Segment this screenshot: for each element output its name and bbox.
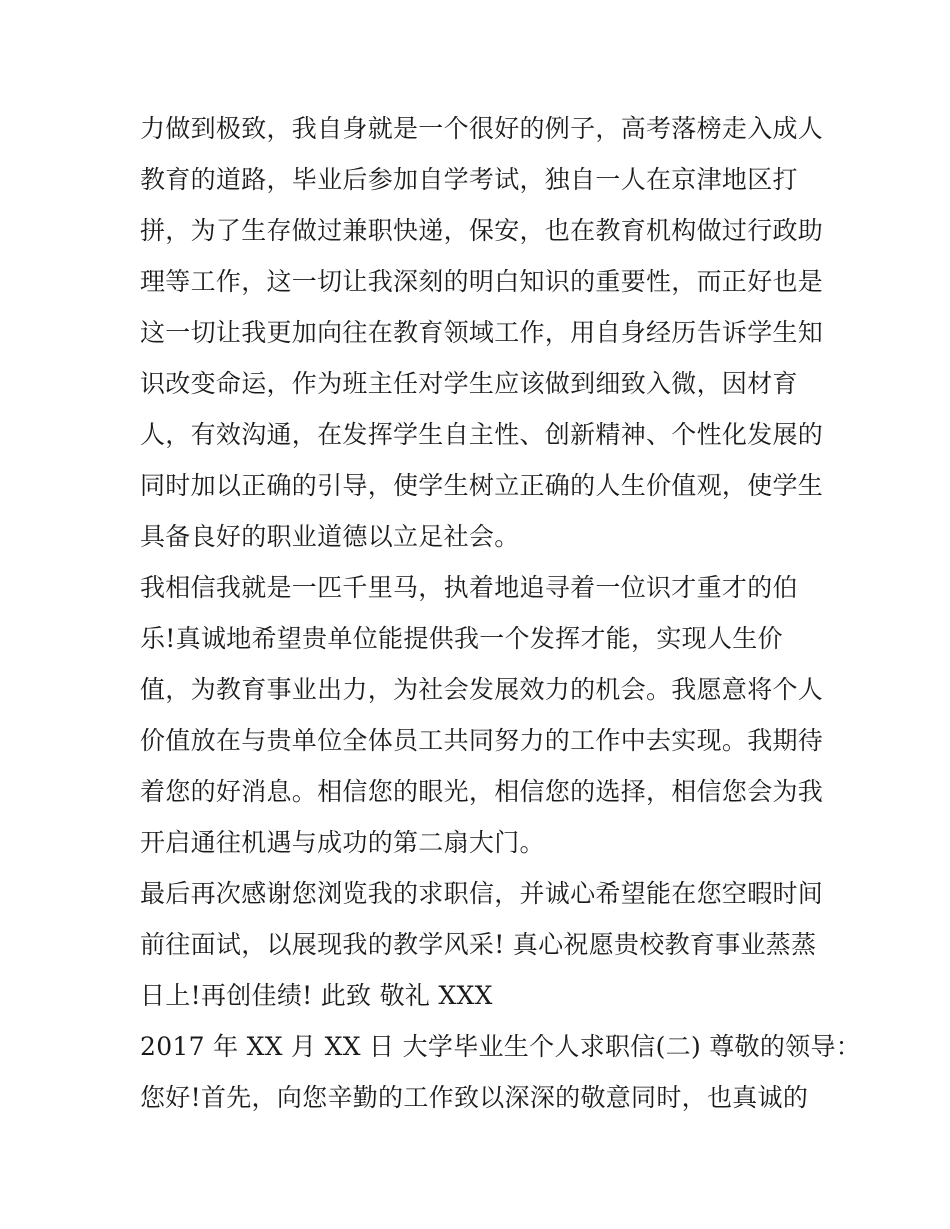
text-line: 识改变命运，作为班主任对学生应该做到细致入微，因材育 (140, 369, 798, 398)
text-line: 同时加以正确的引导，使学生树立正确的人生价值观，使学生 (140, 471, 824, 500)
text-line: 着您的好消息。相信您的眼光，相信您的选择，相信您会为我 (140, 777, 824, 806)
text-line: 值，为教育事业出力，为社会发展效力的机会。我愿意将个人 (140, 675, 824, 704)
text-line: 前往面试，以展现我的教学风采! 真心祝愿贵校教育事业蒸蒸 (140, 930, 817, 959)
text-line: 最后再次感谢您浏览我的求职信，并诚心希望能在您空暇时间 (140, 879, 824, 908)
text-line: 我相信我就是一匹千里马，执着地追寻着一位识才重才的伯 (140, 573, 798, 602)
text-line: 教育的道路，毕业后参加自学考试，独自一人在京津地区打 (140, 165, 798, 194)
text-line: 理等工作，这一切让我深刻的明白知识的重要性，而正好也是 (140, 267, 824, 296)
document-body (140, 103, 862, 1123)
text-line: 拼，为了生存做过兼职快递，保安，也在教育机构做过行政助 (140, 216, 824, 245)
text-line: 价值放在与贵单位全体员工共同努力的工作中去实现。我期待 (140, 726, 824, 755)
text-line: 人，有效沟通，在发挥学生自主性、创新精神、个性化发展的 (140, 420, 824, 449)
text-line: 具备良好的职业道德以立足社会。 (140, 522, 520, 551)
text-line: 开启通往机遇与成功的第二扇大门。 (140, 828, 545, 857)
text-line: 2017 年 XX 月 XX 日 大学毕业生个人求职信(二) 尊敬的领导： (140, 1032, 862, 1061)
text-line: 日上!再创佳绩! 此致 敬礼 XXX (140, 981, 493, 1010)
text-line: 您好!首先，向您辛勤的工作致以深深的敬意同时，也真诚的 (140, 1083, 809, 1112)
text-line: 力做到极致，我自身就是一个很好的例子，高考落榜走入成人 (140, 114, 824, 143)
text-line: 乐!真诚地希望贵单位能提供我一个发挥才能，实现人生价 (140, 624, 783, 653)
text-line: 这一切让我更加向往在教育领域工作，用自身经历告诉学生知 (140, 318, 824, 347)
